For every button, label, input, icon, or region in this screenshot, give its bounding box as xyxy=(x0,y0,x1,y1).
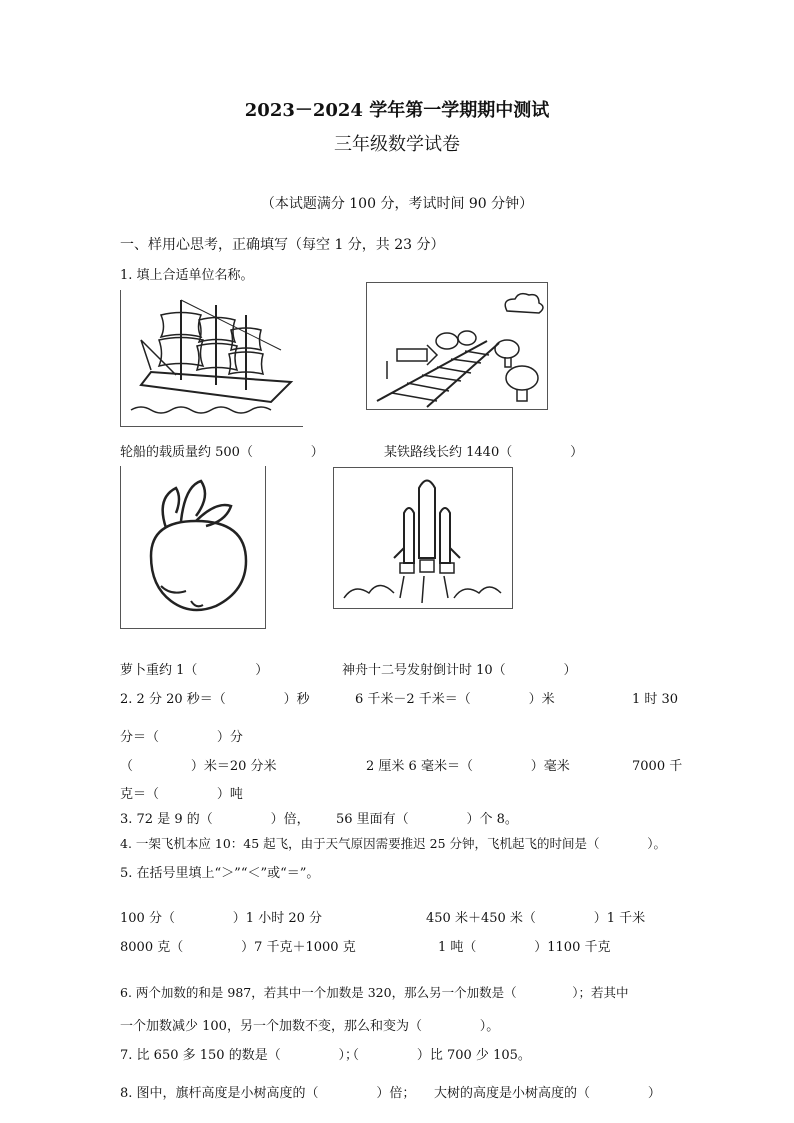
question-5b: 450 米＋450 米（ ）1 千米 xyxy=(426,911,646,926)
question-5d: 1 吨（ ）1100 千克 xyxy=(438,940,611,955)
question-6-line2: 一个加数减少 100，另一个加数不变，那么和变为（ ）。 xyxy=(120,1019,500,1034)
rocket-illustration xyxy=(333,467,513,609)
question-8a: 8. 图中，旗杆高度是小树高度的（ ）倍； xyxy=(120,1086,416,1101)
question-1-prompt: 1. 填上合适单位名称。 xyxy=(120,268,254,283)
question-8b: 大树的高度是小树高度的（ ） xyxy=(434,1086,661,1101)
railway-illustration xyxy=(366,282,548,410)
radish-caption: 萝卜重约 1（ ） xyxy=(120,663,269,678)
question-2a: 2. 2 分 20 秒＝（ ）秒 xyxy=(120,692,310,707)
question-4: 4. 一架飞机本应 10：45 起飞，由于天气原因需要推迟 25 分钟，飞机起飞的时间是（ ）。 xyxy=(120,836,666,851)
question-2c-part2: 分＝（ ）分 xyxy=(120,730,243,745)
question-7b: （ ）比 700 少 105。 xyxy=(346,1048,531,1063)
question-2f-part1: 7000 千 xyxy=(632,759,683,774)
exam-subtitle: 三年级数学试卷 xyxy=(334,134,460,155)
question-2c-part1: 1 时 30 xyxy=(632,692,679,707)
question-2b: 6 千米－2 千米＝（ ）米 xyxy=(355,692,555,707)
question-6-line1: 6. 两个加数的和是 987，若其中一个加数是 320，那么另一个加数是（ ）；若其中 xyxy=(120,985,629,1000)
question-5-prompt: 5. 在括号里填上“＞”“＜”或“＝”。 xyxy=(120,866,320,881)
question-2d: （ ）米＝20 分米 xyxy=(120,759,277,774)
radish-illustration xyxy=(120,466,266,629)
question-3a: 3. 72 是 9 的（ ）倍， xyxy=(120,812,310,827)
question-7a: 7. 比 650 多 150 的数是（ ）； xyxy=(120,1048,359,1063)
ship-caption: 轮船的载质量约 500（ ） xyxy=(120,445,324,460)
question-2f-part2: 克＝（ ）吨 xyxy=(120,787,243,802)
question-5a: 100 分（ ）1 小时 20 分 xyxy=(120,911,323,926)
question-5c: 8000 克（ ）7 千克＋1000 克 xyxy=(120,940,356,955)
exam-title: 2023－2024 学年第一学期期中测试 xyxy=(244,100,550,121)
question-2e: 2 厘米 6 毫米＝（ ）毫米 xyxy=(366,759,570,774)
rocket-caption: 神舟十二号发射倒计时 10（ ） xyxy=(342,663,577,678)
question-3b: 56 里面有（ ）个 8。 xyxy=(336,812,518,827)
railway-caption: 某铁路线长约 1440（ ） xyxy=(384,445,584,460)
section-heading: 一、样用心思考，正确填写（每空 1 分，共 23 分） xyxy=(120,237,445,253)
exam-note: （本试题满分 100 分，考试时间 90 分钟） xyxy=(260,196,534,212)
ship-illustration xyxy=(120,290,303,427)
